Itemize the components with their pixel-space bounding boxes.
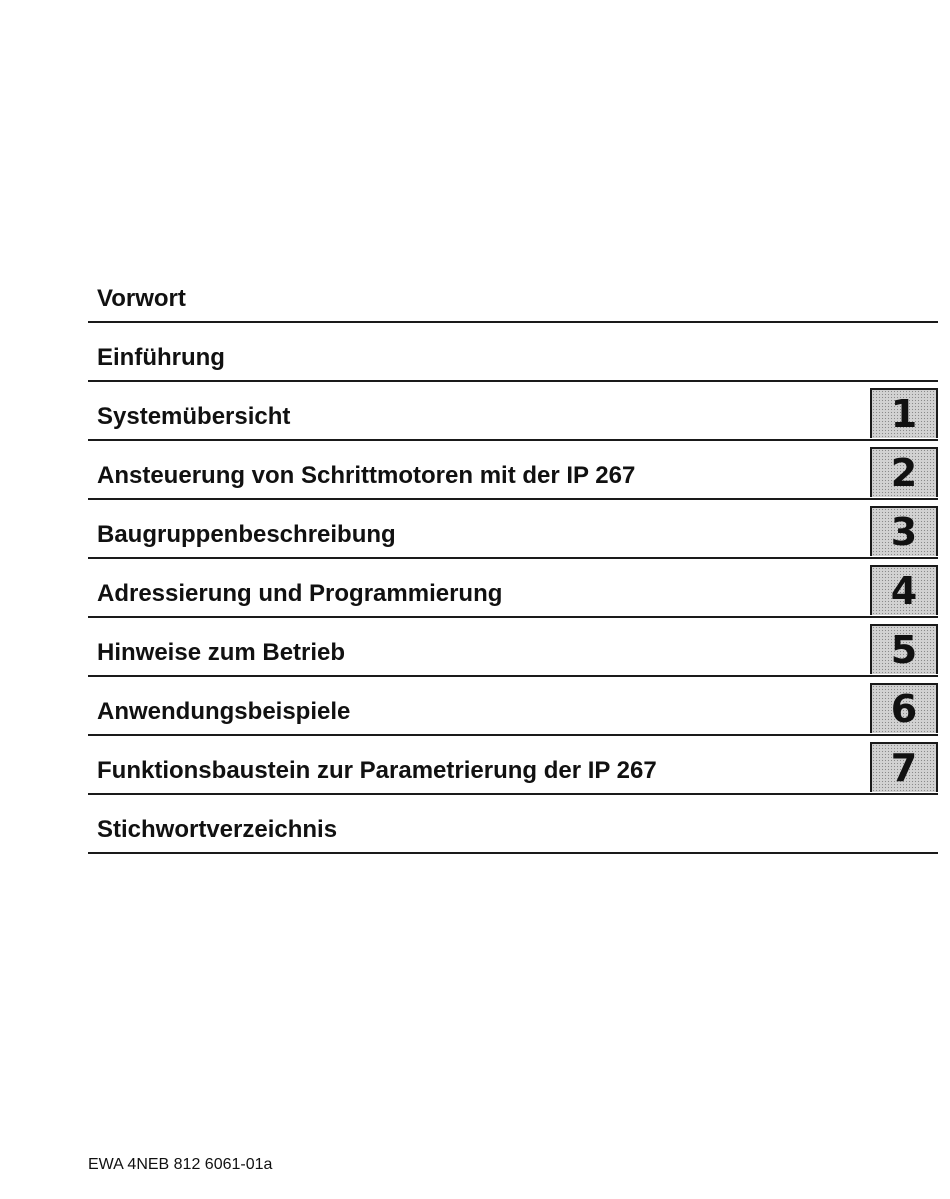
toc-row-chapter-7[interactable]: [88, 736, 938, 795]
chapter-number: 3: [890, 510, 918, 554]
toc-row-einfuehrung[interactable]: [88, 323, 938, 382]
chapter-tab-4[interactable]: [870, 565, 938, 615]
toc-row-chapter-6[interactable]: [88, 677, 938, 736]
table-of-contents: [88, 264, 938, 854]
toc-label: Systemübersicht: [97, 403, 291, 430]
toc-label: Einführung: [97, 344, 225, 371]
toc-label: Vorwort: [97, 285, 186, 312]
chapter-number: 5: [890, 628, 918, 672]
toc-row-chapter-3[interactable]: [88, 500, 938, 559]
chapter-number: 2: [890, 451, 918, 495]
toc-row-chapter-4[interactable]: [88, 559, 938, 618]
toc-label: Anwendungsbeispiele: [97, 698, 351, 725]
chapter-tab-3[interactable]: [870, 506, 938, 556]
toc-label: Stichwortverzeichnis: [97, 816, 338, 843]
chapter-tab-7[interactable]: [870, 742, 938, 792]
chapter-tab-2[interactable]: [870, 447, 938, 497]
chapter-number: 6: [890, 687, 918, 731]
toc-row-stichwortverzeichnis[interactable]: [88, 795, 938, 854]
chapter-number: 7: [890, 746, 918, 790]
toc-row-chapter-2[interactable]: [88, 441, 938, 500]
toc-row-chapter-5[interactable]: [88, 618, 938, 677]
toc-label: Baugruppenbeschreibung: [97, 521, 396, 548]
toc-label: Hinweise zum Betrieb: [97, 639, 346, 666]
document-code: EWA 4NEB 812 6061-01a: [88, 1156, 273, 1173]
chapter-tab-1[interactable]: [870, 388, 938, 438]
chapter-number: 1: [890, 392, 918, 436]
toc-row-chapter-1[interactable]: [88, 382, 938, 441]
chapter-tab-6[interactable]: [870, 683, 938, 733]
chapter-number: 4: [890, 569, 918, 613]
toc-row-vorwort[interactable]: [88, 264, 938, 323]
toc-label: Funktionsbaustein zur Parametrierung der IP 267: [97, 757, 657, 784]
toc-label: Ansteuerung von Schrittmotoren mit der IP 267: [97, 462, 636, 489]
chapter-tab-5[interactable]: [870, 624, 938, 674]
toc-label: Adressierung und Programmierung: [97, 580, 503, 607]
